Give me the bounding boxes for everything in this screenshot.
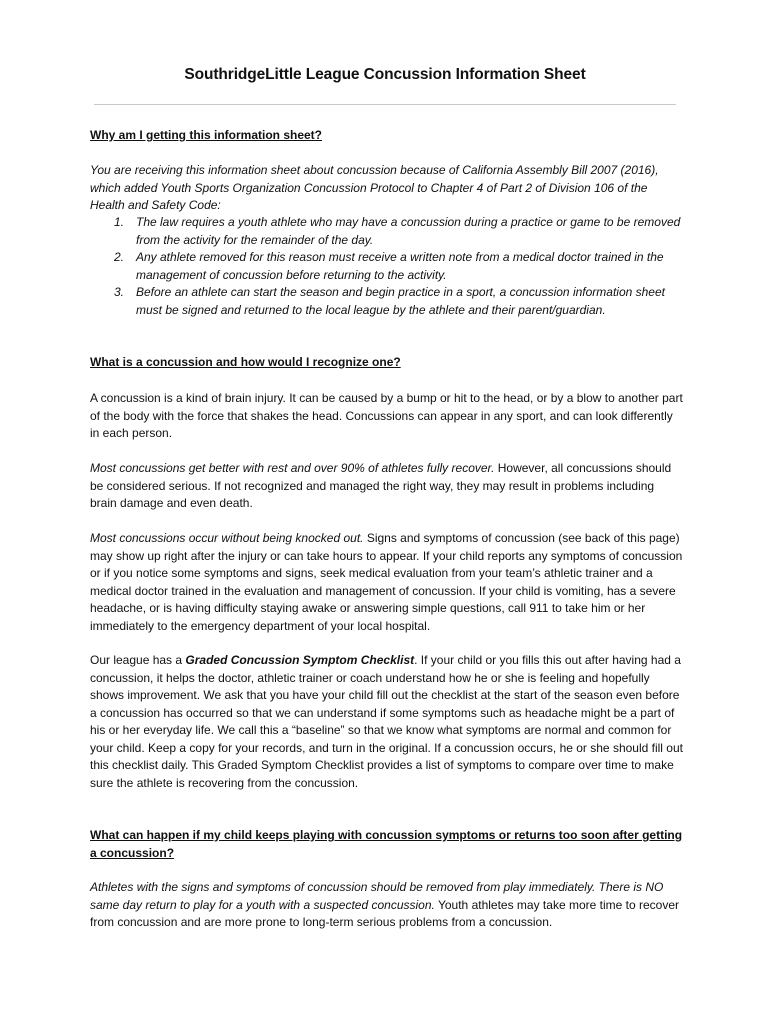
- what-paragraph-2: Most concussions get better with rest and over 90% of athletes fully recover. However, all concussions should be considered serious. If not recognized and managed the right way, they may result in problems including brain damage and even death.: [90, 461, 672, 510]
- why-list: [90, 214, 684, 319]
- what-paragraph-3: Most concussions occur without being knocked out. Signs and symptoms of concussion (see back of this page) may show up right after the injury or can take hours to appear. If your child reports any symptoms of concussion or if you notice some symptoms and signs, seek medical evaluation from your team’s athletic trainer and a medical doctor trained in the evaluation and management of concussion. If your child is vomiting, has a severe headache, or is having difficulty staying awake or answering simple questions, call 911 to take him or her immediately to the emergency department of your local hospital.: [90, 531, 683, 633]
- what-paragraph-1: A concussion is a kind of brain injury. It can be caused by a bump or hit to the head, or by a blow to another part of the body with the force that shakes the head. Concussions can appear in any sport, and can look differently in each person.: [90, 391, 683, 440]
- heading-what: What is a concussion and how would I recognize one?: [90, 355, 401, 369]
- list-item: 1. The law requires a youth athlete who may have a concussion during a practice or game to be removed from the activity for the remainder of the day.: [114, 215, 681, 247]
- heading-why: Why am I getting this information sheet?: [90, 128, 323, 142]
- page-title: SouthridgeLittle League Concussion Information Sheet: [184, 66, 586, 83]
- list-item: 3. Before an athlete can start the season and begin practice in a sport, a concussion information sheet must be signed and returned to the local league by the athlete and their parent/guardian.: [114, 285, 665, 317]
- heading-happen: What can happen if my child keeps playing with concussion symptoms or returns too soon after getting a concussion?: [90, 828, 683, 860]
- checklist-name: Graded Concussion Symptom Checklist: [185, 653, 415, 667]
- title-divider: [94, 104, 676, 105]
- list-item: 2. Any athlete removed for this reason must receive a written note from a medical doctor trained in the management of concussion before returning to the activity.: [114, 250, 664, 282]
- happen-paragraph-1: Athletes with the signs and symptoms of concussion should be removed from play immediately. There is NO same day return to play for a youth with a suspected concussion. Youth athletes may take more time to recover from concussion and are more prone to long-term serious problems from a concussion.: [90, 880, 679, 929]
- what-paragraph-4: Our league has a Graded Concussion Symptom Checklist. If your child or you fills this out after having had a concussion, it helps the doctor, athletic trainer or coach understand how he or she is feeling and hopefully shows improvement. We ask that you have your child fill out the checklist at the start of the season even before a concussion has occurred so that we can understand if some symptoms such as headache might be a part of his or her everyday life. We call this a “baseline” so that we know what symptoms are normal and common for your child. Keep a copy for your records, and turn in the original. If a concussion occurs, he or she should fill out this checklist daily. This Graded Symptom Checklist provides a list of symptoms to compare over time to make sure the athlete is recovering from the concussion.: [90, 653, 683, 790]
- why-intro-paragraph: You are receiving this information sheet about concussion because of California Assembly Bill 2007 (2016), which added Youth Sports Organization Concussion Protocol to Chapter 4 of Part 2 of Division 106 of the Health and Safety Code:: [90, 163, 659, 212]
